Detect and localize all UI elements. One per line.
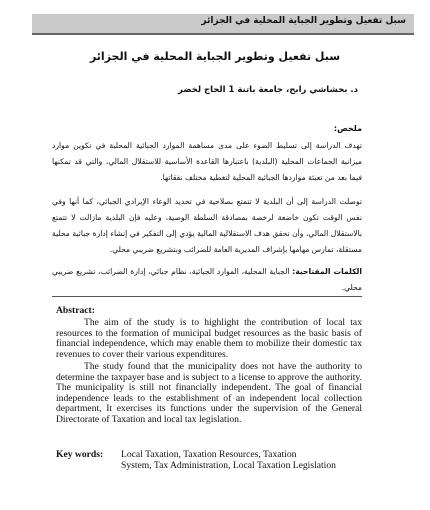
- paper-title: سبل تفعيل وتطوير الجباية المحلية في الجزائر: [89, 50, 341, 63]
- english-keywords-line-2: System, Tax Administration, Local Taxation Legislation: [121, 460, 336, 471]
- arabic-paragraph-1: تهدف الدراسة إلى تسليط الضوء على مدى مساهمة الموارد الجبائية المحلية في تكوين موارد ميزانية الجماعات المحلية (البلدية) باعتبارها القاعدة الأساسية للاستقلال المالي، والتي قد تمكنها فيما بعد من تعبئة مواردها الجبائية المحلية لتغطية مختلف نفقاتها.: [52, 141, 362, 182]
- running-header-bar: [32, 14, 414, 35]
- english-keywords-label: Key words:: [56, 449, 104, 460]
- english-keywords-text: [121, 449, 371, 471]
- english-abstract-label: Abstract:: [56, 305, 95, 316]
- english-keywords: [56, 449, 366, 471]
- english-paragraph-2: The study found that the municipality does not have the authority to determine the taxpayer base and is subject to a license to approve the authority. The municipality is still not financially independent. The goal of financial independence leads to the establishment of an independent local collection department, It exercises its functions under the supervision of the General Directorate of Taxation and local tax legislation.: [56, 361, 362, 425]
- arabic-summary-label: ملخص:: [333, 124, 362, 133]
- english-keywords-line-1: Local Taxation, Taxation Resources, Taxation: [121, 449, 297, 460]
- running-header-title: سبل تفعيل وتطوير الجباية المحلية في الجزائر: [201, 16, 406, 26]
- arabic-keywords-label: الكلمات المفتاحية:: [292, 267, 362, 276]
- arabic-keywords-text: الجباية المحلية، الموارد الجبائية، نظام جبائي، إدارة الضرائب، تشريع ضريبي محلي.: [52, 267, 362, 292]
- section-divider: [52, 296, 362, 297]
- arabic-paragraph-2: توصلت الدراسة إلى أن البلدية لا تتمتع بصلاحية في تحديد الوعاء الإيرادي الجبائي، كما أنها وفي نفس الوقت تكون خاضعة لرخصة بمصادقة السلطة الوصية، وعليه فإن البلدية مازالت لا تتمتع بالاستقلال المالي، وأن تحقق هدف الاستقلالية المالية يؤدي إلى التفكير في إنشاء إدارة جبائية محلية مستقلة، تمارس مهامها بإشراف المديرية العامة للضرائب وبتشريع ضريبي محلي.: [52, 197, 362, 254]
- english-paragraph-1: The aim of the study is to highlight the contribution of local tax resources to the formation of municipal budget resources as the basic basis of financial independence, which may enable them to mobilize their domestic tax revenues to cover their various expenditures.: [56, 317, 362, 360]
- author-affiliation: د. بحشاشي رابح، جامعة باتنة 1 الحاج لخضر: [178, 85, 358, 95]
- arabic-keywords: [52, 264, 362, 296]
